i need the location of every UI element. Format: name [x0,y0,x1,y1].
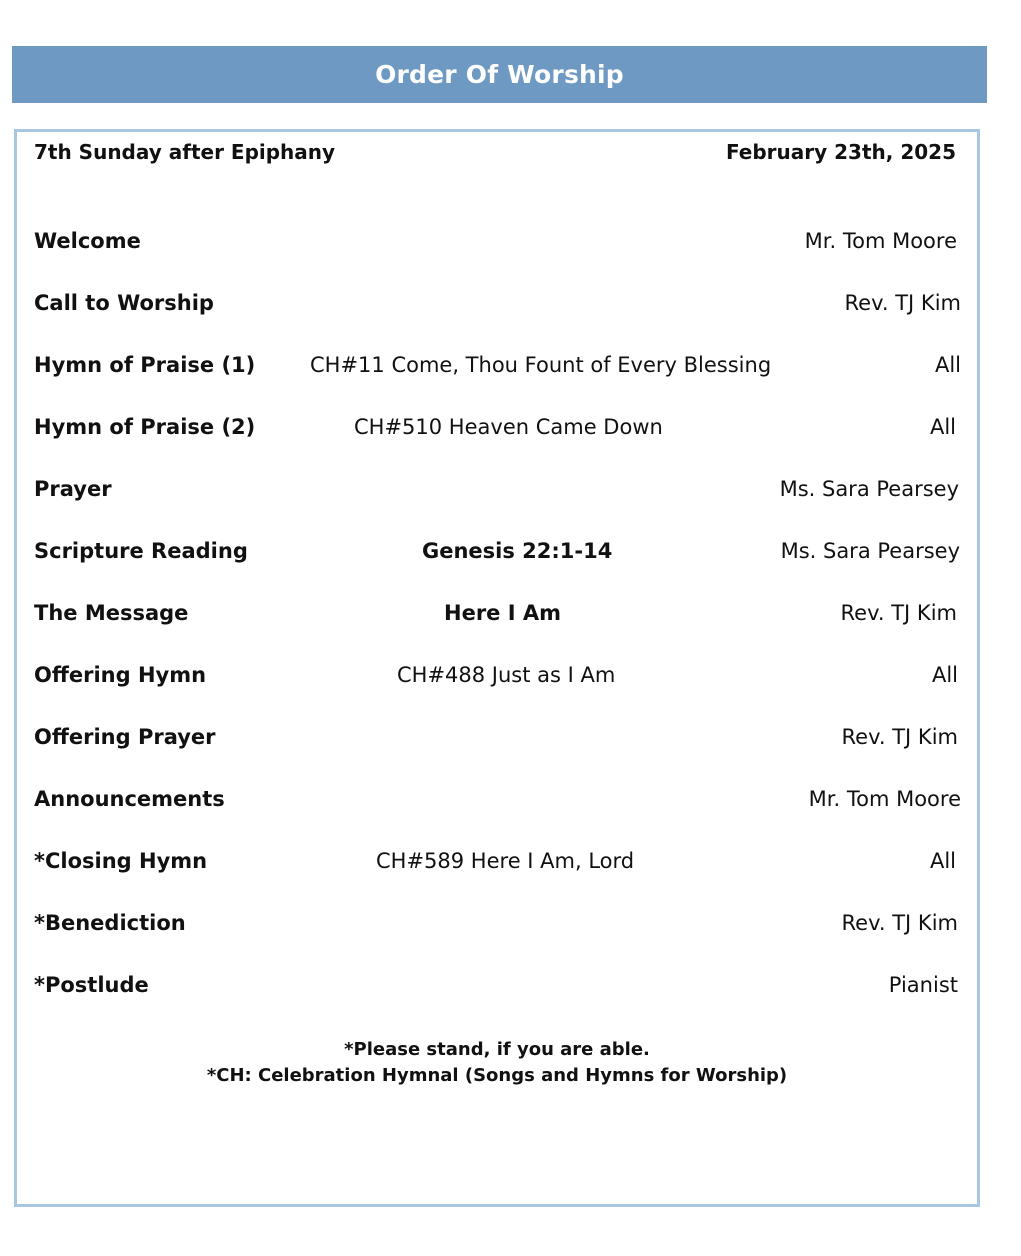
order-item-title: Call to Worship [34,291,214,315]
order-item-hymn-of-praise-2 [34,415,961,477]
order-item-title: Welcome [34,229,141,253]
header-bar [12,46,987,103]
order-item-offering-prayer [34,725,961,787]
order-item-detail: Here I Am [444,601,561,625]
service-info [34,140,956,170]
order-item-leader: All [929,415,956,439]
order-item-closing-hymn [34,849,961,911]
order-item-leader: Mr. Tom Moore [808,787,961,811]
order-item-prayer [34,477,961,539]
order-item-detail: CH#510 Heaven Came Down [354,415,663,439]
order-item-welcome [34,229,961,291]
order-item-hymn-of-praise-1 [34,353,961,415]
order-item-detail: CH#11 Come, Thou Fount of Every Blessing [310,353,772,377]
order-item-announcements [34,787,961,849]
order-item-benediction [34,911,961,973]
order-item-leader: Rev. TJ Kim [841,725,958,749]
order-item-leader: All [934,353,961,377]
order-of-worship-list [34,229,961,1035]
order-item-leader: All [931,663,958,687]
order-item-leader: Pianist [888,973,958,997]
order-item-leader: All [929,849,956,873]
footnotes [14,1037,980,1089]
order-item-detail: Genesis 22:1-14 [422,539,613,563]
order-item-the-message [34,601,961,663]
order-item-title: *Benediction [34,911,186,935]
order-item-leader: Rev. TJ Kim [840,601,957,625]
order-item-title: Offering Prayer [34,725,216,749]
order-item-leader: Rev. TJ Kim [841,911,958,935]
order-item-scripture-reading [34,539,961,601]
order-item-title: Announcements [34,787,225,811]
order-item-leader: Ms. Sara Pearsey [780,539,960,563]
order-item-offering-hymn [34,663,961,725]
page-title: Order Of Worship [375,60,624,89]
order-item-title: Hymn of Praise (2) [34,415,256,439]
order-item-leader: Ms. Sara Pearsey [779,477,959,501]
order-item-title: *Postlude [34,973,149,997]
order-item-leader: Rev. TJ Kim [844,291,961,315]
stand-note: *Please stand, if you are able. [344,1039,650,1060]
order-item-title: The Message [34,601,189,625]
order-item-leader: Mr. Tom Moore [804,229,957,253]
service-date: February 23th, 2025 [725,140,956,164]
order-item-title: Scripture Reading [34,539,248,563]
order-item-detail: CH#488 Just as I Am [397,663,616,687]
order-item-title: *Closing Hymn [34,849,208,873]
hymnal-note: *CH: Celebration Hymnal (Songs and Hymns for Worship) [206,1065,788,1086]
order-item-postlude [34,973,961,1035]
order-item-detail: CH#589 Here I Am, Lord [376,849,635,873]
order-item-title: Prayer [34,477,112,501]
order-item-call-to-worship [34,291,961,353]
order-item-title: Offering Hymn [34,663,207,687]
order-item-title: Hymn of Praise (1) [34,353,256,377]
service-occasion: 7th Sunday after Epiphany [34,140,336,164]
